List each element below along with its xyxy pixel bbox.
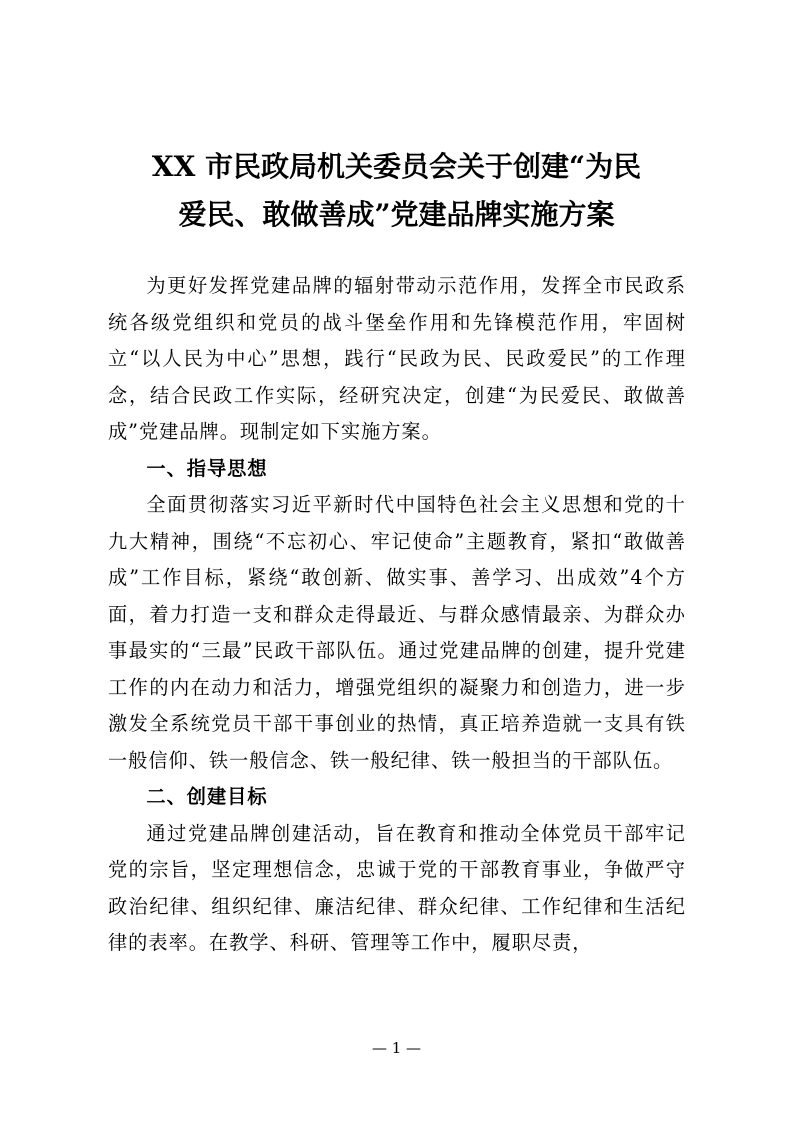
- page-number: — 1 —: [371, 1039, 422, 1057]
- document-title: [96, 143, 697, 239]
- document-body: [108, 268, 686, 962]
- title-line-2: 爱民、敢做善成”党建品牌实施方案: [178, 198, 615, 231]
- section-heading-guiding-ideology: 一、指导思想: [146, 456, 268, 480]
- title-line-1: XX 市民政局机关委员会关于创建“为民: [151, 150, 642, 183]
- section-paragraph-goals: 通过党建品牌创建活动，旨在教育和推动全体党员干部牢记党的宗旨，坚定理想信念，忠诚于党的干部教育事业，争做严守政治纪律、组织纪律、廉洁纪律、群众纪律、工作纪律和生活纪律的表率。在教学、科研、管理等工作中，履职尽责，: [108, 821, 686, 954]
- section-paragraph-guiding-ideology: 全面贯彻落实习近平新时代中国特色社会主义思想和党的十九大精神，围绕“不忘初心、牢记使命”主题教育，紧扣“敢做善成”工作目标，紧绕“敢创新、做实事、善学习、出成效”4个方面，着力打造一支和群众走得最近、与群众感情最亲、为群众办事最实的“三最”民政干部队伍。通过党建品牌的创建，提升党建工作的内在动力和活力，增强党组织的凝聚力和创造力，进一步激发全系统党员干部干事创业的热情，真正培养造就一支具有铁一般信仰、铁一般信念、铁一般纪律、铁一般担当的干部队伍。: [108, 493, 686, 772]
- intro-paragraph: 为更好发挥党建品牌的辐射带动示范作用，发挥全市民政系统各级党组织和党员的战斗堡垒作用和先锋模范作用，牢固树立“以人民为中心”思想，践行“民政为民、民政爱民”的工作理念，结合民政工作实际，经研究决定，创建“为民爱民、敢做善成”党建品牌。现制定如下实施方案。: [108, 274, 686, 443]
- section-heading-goals: 二、创建目标: [146, 785, 268, 808]
